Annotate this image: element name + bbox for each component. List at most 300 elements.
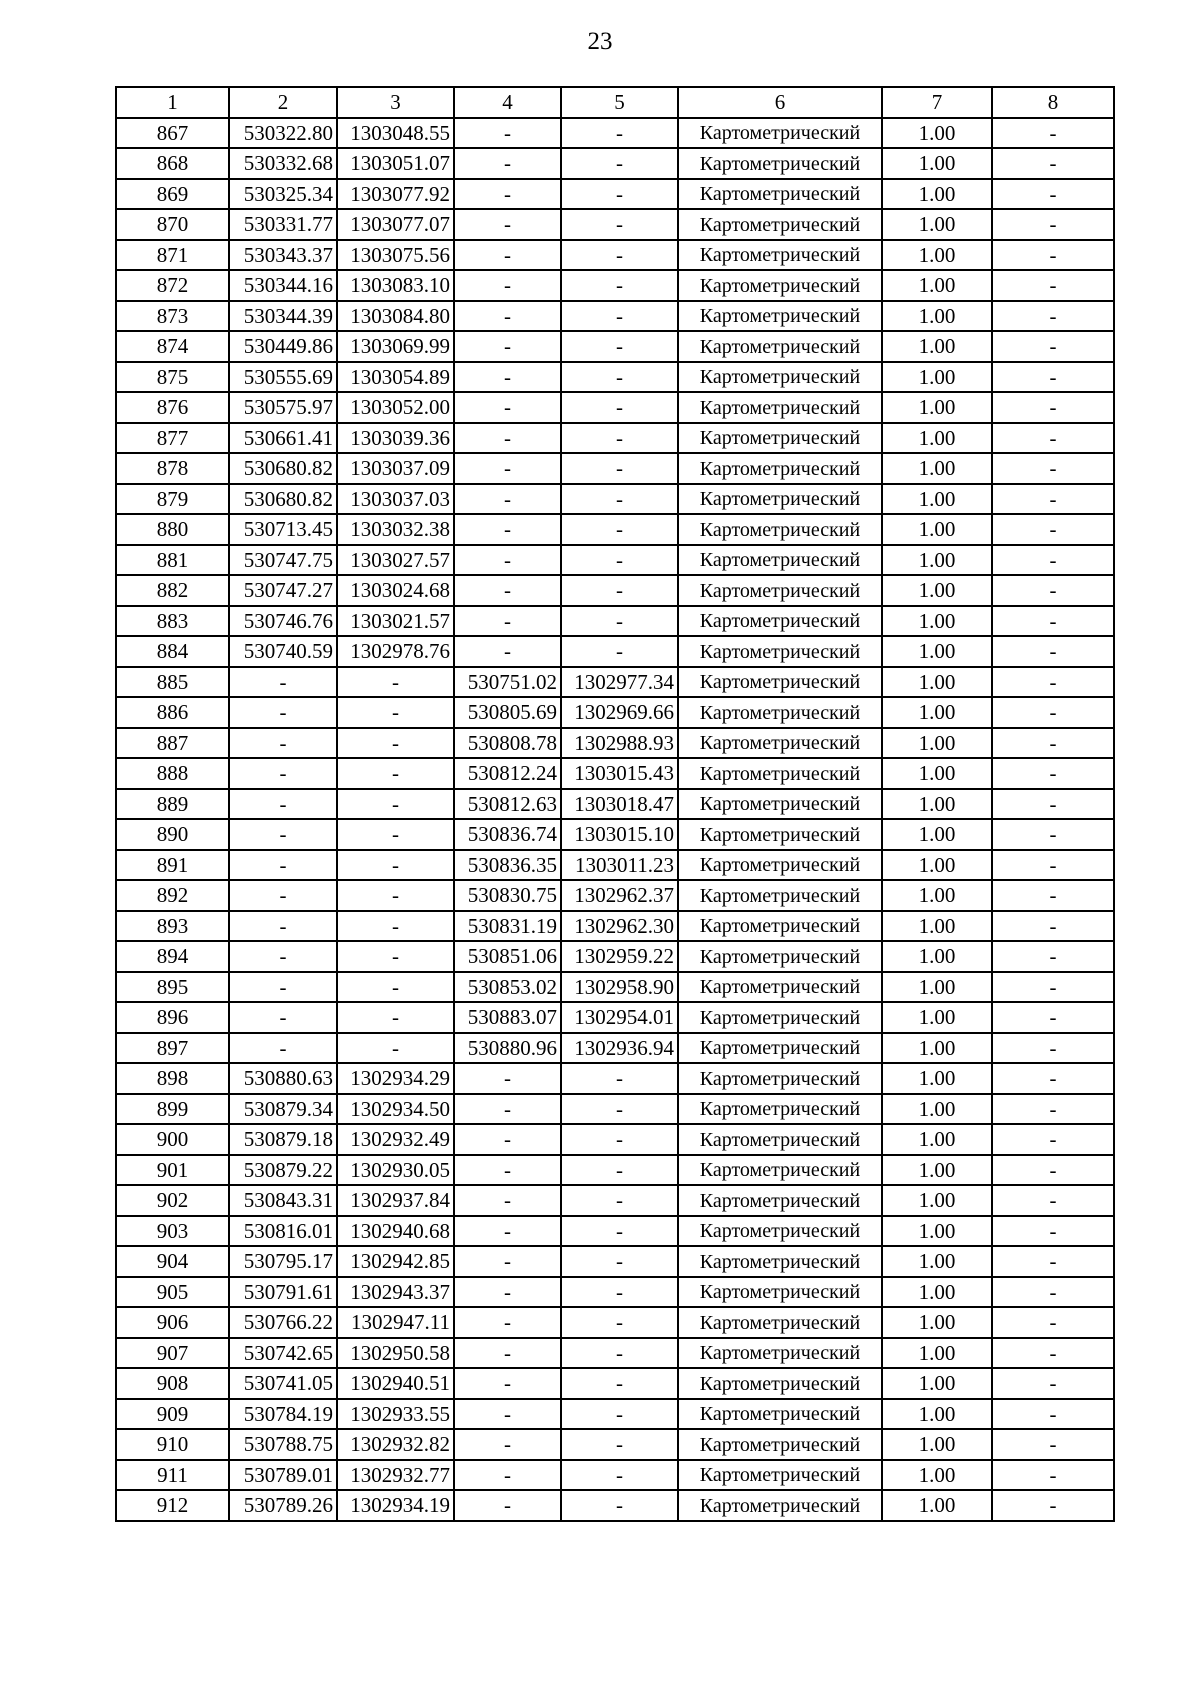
method-cell: Картометрический — [678, 911, 882, 942]
y-coordinate-new-cell: - — [561, 423, 678, 454]
note-cell: - — [992, 301, 1114, 332]
point-number-cell: 867 — [116, 118, 229, 149]
y-coordinate-cell: - — [337, 941, 454, 972]
y-coordinate-cell: - — [337, 667, 454, 698]
y-coordinate-new-cell: 1302959.22 — [561, 941, 678, 972]
point-number-cell: 900 — [116, 1124, 229, 1155]
y-coordinate-new-cell: 1302962.30 — [561, 911, 678, 942]
note-cell: - — [992, 1399, 1114, 1430]
y-coordinate-new-cell: 1303018.47 — [561, 789, 678, 820]
y-coordinate-new-cell: 1303011.23 — [561, 850, 678, 881]
point-number-cell: 894 — [116, 941, 229, 972]
y-coordinate-new-cell: - — [561, 1185, 678, 1216]
point-number-cell: 883 — [116, 606, 229, 637]
y-coordinate-new-cell: - — [561, 514, 678, 545]
point-number-cell: 884 — [116, 636, 229, 667]
x-coordinate-new-cell: - — [454, 545, 561, 576]
point-number-cell: 902 — [116, 1185, 229, 1216]
point-number-cell: 874 — [116, 331, 229, 362]
point-number-cell: 901 — [116, 1155, 229, 1186]
y-coordinate-new-cell: - — [561, 1429, 678, 1460]
y-coordinate-new-cell: 1302988.93 — [561, 728, 678, 759]
method-cell: Картометрический — [678, 240, 882, 271]
y-coordinate-new-cell: 1303015.43 — [561, 758, 678, 789]
note-cell: - — [992, 758, 1114, 789]
x-coordinate-cell: 530322.80 — [229, 118, 337, 149]
y-coordinate-cell: 1302930.05 — [337, 1155, 454, 1186]
x-coordinate-new-cell: - — [454, 1246, 561, 1277]
y-coordinate-new-cell: - — [561, 240, 678, 271]
x-coordinate-new-cell: - — [454, 1155, 561, 1186]
note-cell: - — [992, 819, 1114, 850]
table-row — [116, 911, 1114, 942]
point-number-cell: 906 — [116, 1307, 229, 1338]
accuracy-cell: 1.00 — [882, 301, 992, 332]
note-cell: - — [992, 728, 1114, 759]
method-cell: Картометрический — [678, 362, 882, 393]
table-row — [116, 514, 1114, 545]
x-coordinate-cell: 530789.26 — [229, 1490, 337, 1521]
table-header-row — [116, 87, 1114, 118]
x-coordinate-cell: 530880.63 — [229, 1063, 337, 1094]
accuracy-cell: 1.00 — [882, 392, 992, 423]
y-coordinate-cell: 1302934.29 — [337, 1063, 454, 1094]
method-cell: Картометрический — [678, 728, 882, 759]
x-coordinate-new-cell: - — [454, 575, 561, 606]
table-row — [116, 362, 1114, 393]
x-coordinate-cell: 530746.76 — [229, 606, 337, 637]
accuracy-cell: 1.00 — [882, 148, 992, 179]
x-coordinate-cell: - — [229, 819, 337, 850]
x-coordinate-cell: 530575.97 — [229, 392, 337, 423]
table-row — [116, 1460, 1114, 1491]
column-header: 2 — [229, 87, 337, 118]
column-header: 3 — [337, 87, 454, 118]
point-number-cell: 897 — [116, 1033, 229, 1064]
y-coordinate-cell: 1302947.11 — [337, 1307, 454, 1338]
note-cell: - — [992, 392, 1114, 423]
note-cell: - — [992, 240, 1114, 271]
point-number-cell: 886 — [116, 697, 229, 728]
method-cell: Картометрический — [678, 118, 882, 149]
method-cell: Картометрический — [678, 1033, 882, 1064]
x-coordinate-cell: 530343.37 — [229, 240, 337, 271]
x-coordinate-cell: 530879.34 — [229, 1094, 337, 1125]
x-coordinate-cell: 530816.01 — [229, 1216, 337, 1247]
x-coordinate-new-cell: 530812.24 — [454, 758, 561, 789]
y-coordinate-new-cell: - — [561, 1063, 678, 1094]
accuracy-cell: 1.00 — [882, 1216, 992, 1247]
y-coordinate-new-cell: 1302958.90 — [561, 972, 678, 1003]
y-coordinate-new-cell: - — [561, 270, 678, 301]
point-number-cell: 893 — [116, 911, 229, 942]
method-cell: Картометрический — [678, 1490, 882, 1521]
accuracy-cell: 1.00 — [882, 758, 992, 789]
y-coordinate-cell: 1302932.82 — [337, 1429, 454, 1460]
table-row — [116, 1094, 1114, 1125]
note-cell: - — [992, 1429, 1114, 1460]
x-coordinate-cell: - — [229, 1002, 337, 1033]
table-row — [116, 636, 1114, 667]
table-row — [116, 972, 1114, 1003]
y-coordinate-new-cell: - — [561, 1277, 678, 1308]
y-coordinate-new-cell: - — [561, 1155, 678, 1186]
accuracy-cell: 1.00 — [882, 911, 992, 942]
method-cell: Картометрический — [678, 850, 882, 881]
note-cell: - — [992, 1277, 1114, 1308]
x-coordinate-cell: - — [229, 758, 337, 789]
point-number-cell: 896 — [116, 1002, 229, 1033]
note-cell: - — [992, 667, 1114, 698]
x-coordinate-cell: 530741.05 — [229, 1368, 337, 1399]
y-coordinate-new-cell: - — [561, 209, 678, 240]
point-number-cell: 880 — [116, 514, 229, 545]
note-cell: - — [992, 1460, 1114, 1491]
point-number-cell: 908 — [116, 1368, 229, 1399]
y-coordinate-cell: 1302943.37 — [337, 1277, 454, 1308]
y-coordinate-new-cell: - — [561, 1307, 678, 1338]
note-cell: - — [992, 1063, 1114, 1094]
y-coordinate-cell: 1303027.57 — [337, 545, 454, 576]
accuracy-cell: 1.00 — [882, 606, 992, 637]
y-coordinate-cell: 1303052.00 — [337, 392, 454, 423]
note-cell: - — [992, 636, 1114, 667]
note-cell: - — [992, 1002, 1114, 1033]
x-coordinate-new-cell: - — [454, 1429, 561, 1460]
x-coordinate-new-cell: 530751.02 — [454, 667, 561, 698]
x-coordinate-new-cell: - — [454, 331, 561, 362]
table-row — [116, 728, 1114, 759]
table-row — [116, 1002, 1114, 1033]
point-number-cell: 898 — [116, 1063, 229, 1094]
table-row — [116, 392, 1114, 423]
method-cell: Картометрический — [678, 1277, 882, 1308]
point-number-cell: 910 — [116, 1429, 229, 1460]
x-coordinate-new-cell: - — [454, 636, 561, 667]
y-coordinate-new-cell: - — [561, 301, 678, 332]
point-number-cell: 881 — [116, 545, 229, 576]
table-row — [116, 1185, 1114, 1216]
y-coordinate-cell: 1303083.10 — [337, 270, 454, 301]
accuracy-cell: 1.00 — [882, 1063, 992, 1094]
table-row — [116, 850, 1114, 881]
accuracy-cell: 1.00 — [882, 880, 992, 911]
note-cell: - — [992, 423, 1114, 454]
x-coordinate-cell: - — [229, 972, 337, 1003]
x-coordinate-new-cell: - — [454, 301, 561, 332]
point-number-cell: 877 — [116, 423, 229, 454]
method-cell: Картометрический — [678, 972, 882, 1003]
x-coordinate-new-cell: 530830.75 — [454, 880, 561, 911]
accuracy-cell: 1.00 — [882, 1399, 992, 1430]
point-number-cell: 882 — [116, 575, 229, 606]
y-coordinate-new-cell: - — [561, 118, 678, 149]
y-coordinate-cell: - — [337, 697, 454, 728]
note-cell: - — [992, 1155, 1114, 1186]
point-number-cell: 911 — [116, 1460, 229, 1491]
x-coordinate-cell: 530789.01 — [229, 1460, 337, 1491]
accuracy-cell: 1.00 — [882, 697, 992, 728]
y-coordinate-cell: 1302932.49 — [337, 1124, 454, 1155]
x-coordinate-new-cell: - — [454, 423, 561, 454]
table-row — [116, 1155, 1114, 1186]
method-cell: Картометрический — [678, 545, 882, 576]
accuracy-cell: 1.00 — [882, 453, 992, 484]
table-row — [116, 1063, 1114, 1094]
table-row — [116, 606, 1114, 637]
note-cell: - — [992, 850, 1114, 881]
accuracy-cell: 1.00 — [882, 1155, 992, 1186]
method-cell: Картометрический — [678, 1460, 882, 1491]
method-cell: Картометрический — [678, 453, 882, 484]
method-cell: Картометрический — [678, 1246, 882, 1277]
y-coordinate-new-cell: - — [561, 392, 678, 423]
x-coordinate-cell: - — [229, 880, 337, 911]
table-row — [116, 667, 1114, 698]
y-coordinate-new-cell: - — [561, 1338, 678, 1369]
method-cell: Картометрический — [678, 514, 882, 545]
x-coordinate-new-cell: 530836.35 — [454, 850, 561, 881]
accuracy-cell: 1.00 — [882, 240, 992, 271]
x-coordinate-new-cell: - — [454, 270, 561, 301]
y-coordinate-cell: 1302978.76 — [337, 636, 454, 667]
note-cell: - — [992, 1124, 1114, 1155]
point-number-cell: 891 — [116, 850, 229, 881]
accuracy-cell: 1.00 — [882, 1094, 992, 1125]
note-cell: - — [992, 606, 1114, 637]
table-row — [116, 1338, 1114, 1369]
y-coordinate-cell: 1303021.57 — [337, 606, 454, 637]
point-number-cell: 909 — [116, 1399, 229, 1430]
x-coordinate-new-cell: - — [454, 1460, 561, 1491]
note-cell: - — [992, 1185, 1114, 1216]
point-number-cell: 907 — [116, 1338, 229, 1369]
accuracy-cell: 1.00 — [882, 362, 992, 393]
table-row — [116, 423, 1114, 454]
accuracy-cell: 1.00 — [882, 636, 992, 667]
column-header: 6 — [678, 87, 882, 118]
table-row — [116, 270, 1114, 301]
accuracy-cell: 1.00 — [882, 209, 992, 240]
y-coordinate-new-cell: 1302962.37 — [561, 880, 678, 911]
note-cell: - — [992, 789, 1114, 820]
point-number-cell: 895 — [116, 972, 229, 1003]
point-number-cell: 879 — [116, 484, 229, 515]
method-cell: Картометрический — [678, 758, 882, 789]
method-cell: Картометрический — [678, 392, 882, 423]
point-number-cell: 912 — [116, 1490, 229, 1521]
method-cell: Картометрический — [678, 1063, 882, 1094]
table-row — [116, 1033, 1114, 1064]
y-coordinate-cell: 1303024.68 — [337, 575, 454, 606]
table-row — [116, 697, 1114, 728]
column-header: 7 — [882, 87, 992, 118]
table-row — [116, 148, 1114, 179]
y-coordinate-new-cell: - — [561, 1368, 678, 1399]
y-coordinate-cell: 1302932.77 — [337, 1460, 454, 1491]
table-row — [116, 1124, 1114, 1155]
x-coordinate-new-cell: 530808.78 — [454, 728, 561, 759]
method-cell: Картометрический — [678, 697, 882, 728]
x-coordinate-new-cell: - — [454, 1338, 561, 1369]
accuracy-cell: 1.00 — [882, 972, 992, 1003]
accuracy-cell: 1.00 — [882, 1277, 992, 1308]
note-cell: - — [992, 148, 1114, 179]
point-number-cell: 885 — [116, 667, 229, 698]
x-coordinate-cell: 530795.17 — [229, 1246, 337, 1277]
y-coordinate-new-cell: 1302977.34 — [561, 667, 678, 698]
y-coordinate-cell: 1303037.03 — [337, 484, 454, 515]
y-coordinate-new-cell: - — [561, 331, 678, 362]
note-cell: - — [992, 362, 1114, 393]
x-coordinate-new-cell: - — [454, 1277, 561, 1308]
x-coordinate-new-cell: - — [454, 453, 561, 484]
y-coordinate-new-cell: - — [561, 362, 678, 393]
accuracy-cell: 1.00 — [882, 1490, 992, 1521]
method-cell: Картометрический — [678, 148, 882, 179]
accuracy-cell: 1.00 — [882, 118, 992, 149]
x-coordinate-new-cell: 530851.06 — [454, 941, 561, 972]
x-coordinate-cell: 530325.34 — [229, 179, 337, 210]
y-coordinate-new-cell: - — [561, 1246, 678, 1277]
x-coordinate-new-cell: 530831.19 — [454, 911, 561, 942]
accuracy-cell: 1.00 — [882, 1185, 992, 1216]
method-cell: Картометрический — [678, 1368, 882, 1399]
method-cell: Картометрический — [678, 789, 882, 820]
accuracy-cell: 1.00 — [882, 1338, 992, 1369]
method-cell: Картометрический — [678, 667, 882, 698]
accuracy-cell: 1.00 — [882, 484, 992, 515]
accuracy-cell: 1.00 — [882, 545, 992, 576]
method-cell: Картометрический — [678, 941, 882, 972]
y-coordinate-cell: 1302950.58 — [337, 1338, 454, 1369]
point-number-cell: 868 — [116, 148, 229, 179]
y-coordinate-new-cell: - — [561, 179, 678, 210]
method-cell: Картометрический — [678, 575, 882, 606]
method-cell: Картометрический — [678, 484, 882, 515]
x-coordinate-cell: 530879.18 — [229, 1124, 337, 1155]
method-cell: Картометрический — [678, 1002, 882, 1033]
table-row — [116, 1277, 1114, 1308]
note-cell: - — [992, 545, 1114, 576]
method-cell: Картометрический — [678, 270, 882, 301]
y-coordinate-new-cell: - — [561, 636, 678, 667]
y-coordinate-cell: 1303077.92 — [337, 179, 454, 210]
method-cell: Картометрический — [678, 606, 882, 637]
y-coordinate-new-cell: - — [561, 1094, 678, 1125]
y-coordinate-cell: 1302940.51 — [337, 1368, 454, 1399]
point-number-cell: 903 — [116, 1216, 229, 1247]
accuracy-cell: 1.00 — [882, 1368, 992, 1399]
x-coordinate-cell: 530332.68 — [229, 148, 337, 179]
note-cell: - — [992, 1368, 1114, 1399]
x-coordinate-new-cell: - — [454, 1216, 561, 1247]
note-cell: - — [992, 911, 1114, 942]
x-coordinate-new-cell: - — [454, 1185, 561, 1216]
y-coordinate-cell: 1303039.36 — [337, 423, 454, 454]
point-number-cell: 869 — [116, 179, 229, 210]
x-coordinate-new-cell: - — [454, 392, 561, 423]
x-coordinate-cell: 530788.75 — [229, 1429, 337, 1460]
x-coordinate-new-cell: 530836.74 — [454, 819, 561, 850]
accuracy-cell: 1.00 — [882, 423, 992, 454]
x-coordinate-cell: 530766.22 — [229, 1307, 337, 1338]
y-coordinate-cell: 1302937.84 — [337, 1185, 454, 1216]
x-coordinate-new-cell: - — [454, 148, 561, 179]
y-coordinate-cell: 1303048.55 — [337, 118, 454, 149]
x-coordinate-cell: 530331.77 — [229, 209, 337, 240]
accuracy-cell: 1.00 — [882, 1307, 992, 1338]
method-cell: Картометрический — [678, 636, 882, 667]
table-row — [116, 1216, 1114, 1247]
point-number-cell: 892 — [116, 880, 229, 911]
note-cell: - — [992, 1216, 1114, 1247]
note-cell: - — [992, 270, 1114, 301]
method-cell: Картометрический — [678, 1399, 882, 1430]
x-coordinate-cell: 530344.16 — [229, 270, 337, 301]
x-coordinate-new-cell: - — [454, 1063, 561, 1094]
point-number-cell: 876 — [116, 392, 229, 423]
y-coordinate-new-cell: - — [561, 1490, 678, 1521]
point-number-cell: 887 — [116, 728, 229, 759]
x-coordinate-cell: - — [229, 1033, 337, 1064]
y-coordinate-cell: 1303037.09 — [337, 453, 454, 484]
accuracy-cell: 1.00 — [882, 819, 992, 850]
column-header: 8 — [992, 87, 1114, 118]
y-coordinate-cell: - — [337, 972, 454, 1003]
x-coordinate-cell: - — [229, 850, 337, 881]
method-cell: Картометрический — [678, 1216, 882, 1247]
table-row — [116, 209, 1114, 240]
table-row — [116, 758, 1114, 789]
point-number-cell: 871 — [116, 240, 229, 271]
table-row — [116, 819, 1114, 850]
accuracy-cell: 1.00 — [882, 1124, 992, 1155]
y-coordinate-cell: - — [337, 819, 454, 850]
note-cell: - — [992, 941, 1114, 972]
note-cell: - — [992, 209, 1114, 240]
table-row — [116, 118, 1114, 149]
x-coordinate-new-cell: - — [454, 209, 561, 240]
method-cell: Картометрический — [678, 1155, 882, 1186]
x-coordinate-new-cell: - — [454, 1399, 561, 1430]
y-coordinate-cell: 1303069.99 — [337, 331, 454, 362]
point-number-cell: 899 — [116, 1094, 229, 1125]
table-row — [116, 331, 1114, 362]
y-coordinate-new-cell: - — [561, 453, 678, 484]
y-coordinate-cell: 1303077.07 — [337, 209, 454, 240]
y-coordinate-new-cell: - — [561, 1460, 678, 1491]
accuracy-cell: 1.00 — [882, 728, 992, 759]
method-cell: Картометрический — [678, 331, 882, 362]
table-row — [116, 1490, 1114, 1521]
note-cell: - — [992, 972, 1114, 1003]
x-coordinate-cell: 530555.69 — [229, 362, 337, 393]
point-number-cell: 888 — [116, 758, 229, 789]
table-row — [116, 179, 1114, 210]
table-row — [116, 941, 1114, 972]
x-coordinate-new-cell: - — [454, 606, 561, 637]
table-row — [116, 301, 1114, 332]
y-coordinate-cell: 1303075.56 — [337, 240, 454, 271]
table-row — [116, 1246, 1114, 1277]
method-cell: Картометрический — [678, 301, 882, 332]
point-number-cell: 875 — [116, 362, 229, 393]
point-number-cell: 890 — [116, 819, 229, 850]
method-cell: Картометрический — [678, 423, 882, 454]
y-coordinate-new-cell: 1302969.66 — [561, 697, 678, 728]
x-coordinate-new-cell: - — [454, 514, 561, 545]
